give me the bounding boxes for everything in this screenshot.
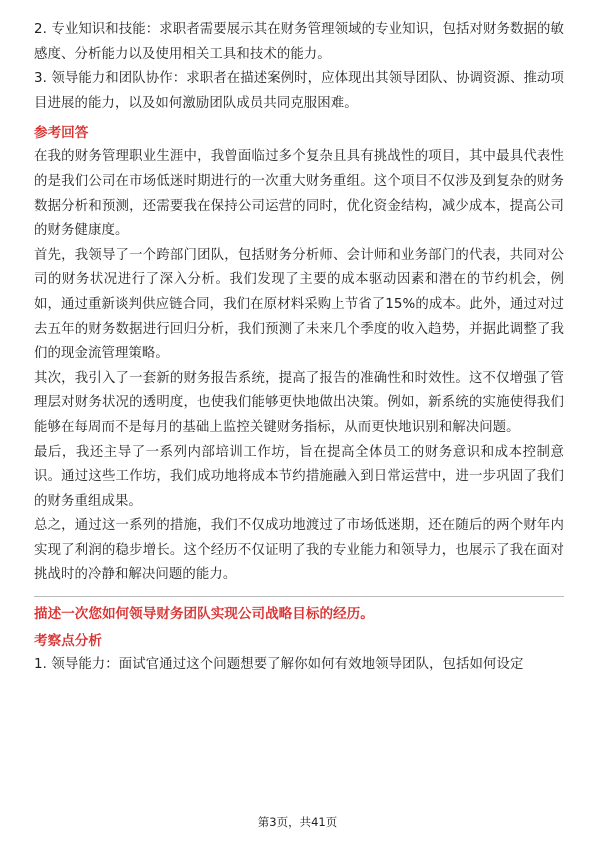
- analysis-heading: 考察点分析: [34, 633, 102, 650]
- answer-paragraph-4: 最后，我还主导了一系列内部培训工作坊，旨在提高全体员工的财务意识和成本控制意识。通过这些工作坊，我们成功地将成本节约措施融入到日常运营中，进一步巩固了我们的财务重组成果。: [34, 444, 564, 509]
- answer-paragraph-2: 首先，我领导了一个跨部门团队，包括财务分析师、会计师和业务部门的代表，共同对公司的财务状况进行了深入分析。我们发现了主要的成本驱动因素和潜在的节约机会，例如，通过重新谈判供应链合同，我们在原材料采购上节省了15%的成本。此外，通过对过去五年的财务数据进行回归分析，我们预测了未来几个季度的收入趋势，并据此调整了我们的现金流管理策略。: [34, 247, 564, 362]
- criteria-item-3: 3. 领导能力和团队协作：求职者在描述案例时，应体现出其领导团队、协调资源、推动项目进展的能力，以及如何激励团队成员共同克服困难。: [34, 71, 564, 111]
- criteria-item-2: 2. 专业知识和技能：求职者需要展示其在财务管理领域的专业知识，包括对财务数据的敏感度、分析能力以及使用相关工具和技术的能力。: [34, 22, 564, 62]
- answer-paragraph-5: 总之，通过这一系列的措施，我们不仅成功地渡过了市场低迷期，还在随后的两个财年内实现了利润的稳步增长。这个经历不仅证明了我的专业能力和领导力，也展示了我在面对挑战时的冷静和解决问题的能力。: [34, 518, 564, 583]
- document-page: [34, 18, 564, 678]
- answer-paragraph-3: 其次，我引入了一套新的财务报告系统，提高了报告的准确性和时效性。这不仅增强了管理层对财务状况的透明度，也使我们能够更快地做出决策。例如，新系统的实施使得我们能够在每周而不是每月的基础上监控关键财务指标，从而更快地识别和解决问题。: [34, 370, 564, 435]
- analysis-item-1: 1. 领导能力：面试官通过这个问题想要了解你如何有效地领导团队，包括如何设定: [34, 657, 524, 673]
- section-divider: [34, 596, 564, 597]
- reference-answer-heading: 参考回答: [34, 125, 89, 142]
- next-question-title: 描述一次您如何领导财务团队实现公司战略目标的经历。: [34, 606, 374, 623]
- page-footer: 第3页，共41页: [257, 815, 338, 829]
- answer-paragraph-1: 在我的财务管理职业生涯中，我曾面临过多个复杂且具有挑战性的项目，其中最具代表性的是我们公司在市场低迷时期进行的一次重大财务重组。这个项目不仅涉及到复杂的财务数据分析和预测，还需要我在保持公司运营的同时，优化资金结构，减少成本，提高公司的财务健康度。: [34, 149, 564, 239]
